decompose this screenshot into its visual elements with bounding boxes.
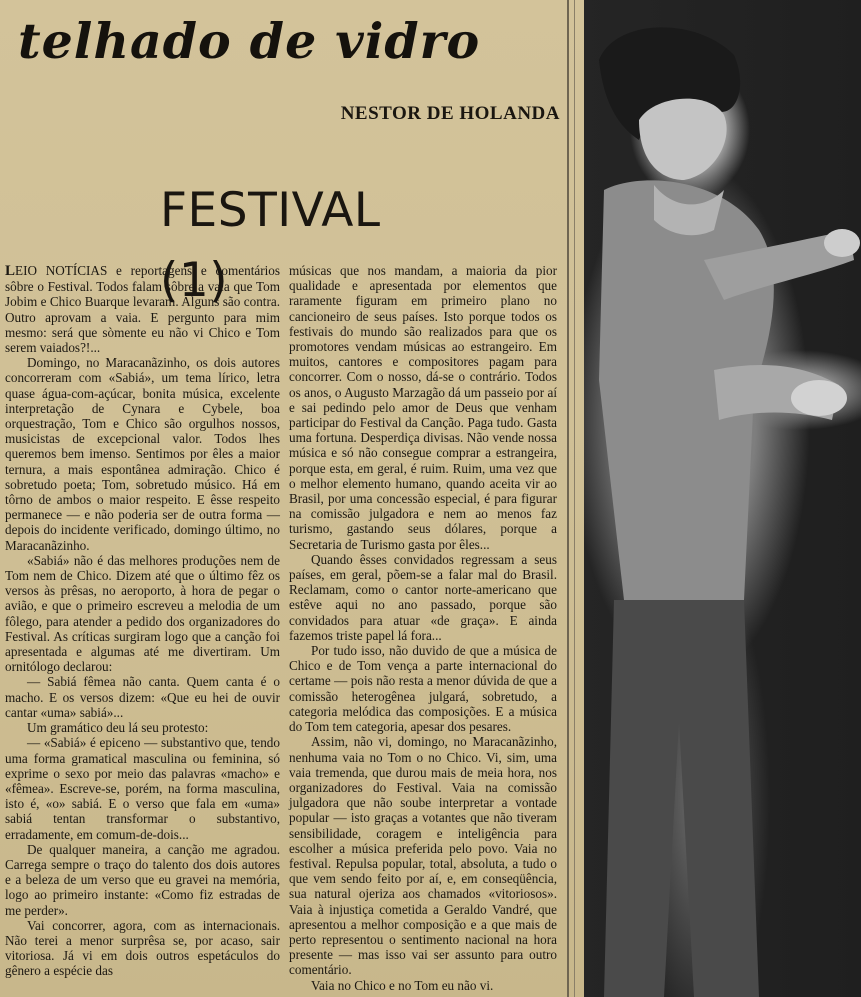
paragraph: Por tudo isso, não duvido de que a música de Chico e de Tom vença a parte internacional do certame — pois não resta a menor dúvida de que a comissão heterogênea julgará, sobretudo, a categoria melódica das composições. E a música do Tom tem categoria, apesar dos pesares. — [289, 643, 557, 735]
paragraph: Vai concorrer, agora, com as internacionais. Não terei a menor surprêsa se, por acaso, sair vitoriosa. Já vi em dois outros espetáculos do gênero a espécie das — [5, 917, 280, 979]
column-divider — [574, 0, 575, 997]
paragraph: — Sabiá fêmea não canta. Quem canta é o macho. E os versos dizem: «Que eu hei de ouvir cantar «uma» sabiá»... — [5, 674, 280, 720]
paragraph: — «Sabiá» é epiceno — substantivo que, tendo uma forma gramatical masculina ou feminina, só exprime o sexo por meio das palavras «macho» e «fêmea». Escreve-se, porém, na forma masculina, isto é, «o» sabiá. E o verso que fala em «uma» sabiá tentan transformar o substantivo, erradamente, em comum-de-dois... — [5, 735, 280, 842]
article-column-2 — [289, 263, 557, 993]
author-byline: NESTOR DE HOLANDA — [340, 103, 560, 124]
column-masthead: telhado de vidro — [18, 12, 481, 70]
paragraph: Vaia no Chico e no Tom eu não vi. — [311, 977, 494, 993]
paragraph: Domingo, no Maracanãzinho, os dois autores concorreram com «Sabiá», um tema lírico, letra quase água-com-açúcar, bonita música, excelente interpretação de Cynara e Cybele, boa orquestração, Tom e Chico são orgulhos nossos, musicistas de excepcional valor. Todos lhes queremos bem imenso. Sentimos por êles a maior ternura, a mais espontânea admiração. Chico é sobretudo poeta; Tom, sobretudo músico. Há em tôrno de ambos o maior respeito. E êsse respeito permanece — e não poderia ser de outra forma — depois do incidente verificado, domingo último, no Maracanãzinho. — [5, 355, 280, 553]
singer-figure-icon — [584, 0, 861, 997]
paragraph: músicas que nos mandam, a maioria da pior qualidade e apresentada por elementos que raramente figuram em primeiro plano no cancioneiro de seus países. Isto porque todos os festivais do mundo são realizados para que os promotores vendam músicas ao estrangeiro. Em muitos, cantores e compositores pagam para concorrer. Com o nosso, dá-se o contrário. Todos os anos, o Augusto Marzagão dá um passeio por aí e sai pedindo pelo amor de Deus que venham participar do Festival da Canção. Paga tudo. Gasta uma fortuna. Desperdiça divisas. Não vende nossa música e só não consegue comprar a estrangeira, porque esta, em geral, é ruim. Ruim, uma vez que o melhor elemento humano, quando aceita vir ao Brasil, por uma concessão especial, é para figurar na comissão julgadora e nem ao menos faz turismo, gastando seus dólares, porque a Secretaria de Turismo gasta por êles... — [289, 263, 557, 552]
article-headline: FESTIVAL (1) — [160, 183, 381, 308]
singer-photo — [584, 0, 861, 997]
paragraph: «Sabiá» não é das melhores produções nem de Tom nem de Chico. Dizem até que o último fêz os versos às prêsas, no aeroporto, à hora de pegar o avião, e que o primeiro escreveu a melodia de um fôlego, para atender a pedido dos organizadores do Festival. As críticas surgiram logo que a canção foi apresentada e algumas até me divertiram. Um ornitólogo declarou: — [5, 552, 280, 675]
paragraph: De qualquer maneira, a canção me agradou. Carrega sempre o traço do talento dos dois autores e a beleza de um verso que eu gravei na memória, logo ao primeiro instante: «Como fiz estradas de me perder». — [5, 841, 280, 918]
paragraph: Um gramático deu lá seu protesto: — [27, 720, 209, 736]
paragraph: Assim, não vi, domingo, no Maracanãzinho, nenhuma vaia no Tom o no Chico. Vi, sim, uma vaia tremenda, que durou mais de meia hora, nos organizadores do Festival. Vaia na comissão julgadora que não soube interpretar a vontade popular — isto graças a votantes que não tiveram sensibilidade, coragem e inteligência para escolher a música preferida pelo povo. Vaia no festival. Repulsa popular, total, absoluta, a tudo o que vem sendo feito por aí, e, em conseqüência, sua natural ojeriza aos chamados «vitoriosos». Vaia à injustiça cometida a Geraldo Vandré, que apresentou a melhor composição e a que mais de perto representou o sentimento nacional na hora presente — mas isso vai ser assunto para outro comentário. — [289, 734, 557, 978]
column-divider — [567, 0, 569, 997]
paragraph: Quando êsses convidados regressam a seus países, em geral, põem-se a falar mal do Brasil. Reclamam, como o cantor norte-americano que estêve aqui no ano passado, porque são convidados para atuar «de graça». E ainda fazemos triste papel lá fora... — [289, 551, 557, 643]
article-column-1 — [5, 263, 280, 979]
drop-cap: L — [5, 263, 16, 279]
paragraph: LEIO NOTÍCIAS e reportagens e comentários sôbre o Festival. Todos falam sôbre a vaia que Tom Jobim e Chico Buarque levaram. Alguns são contra. Outro aprovam a vaia. E pergunto para mim mesmo: será que sòmente eu não vi Chico e Tom serem vaiados?!... — [5, 263, 280, 356]
